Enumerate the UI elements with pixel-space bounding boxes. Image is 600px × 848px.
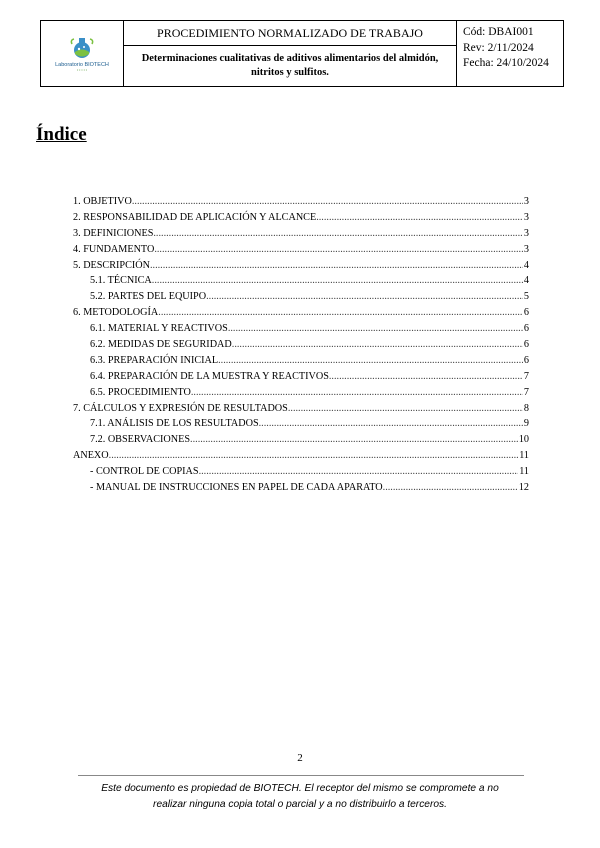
footer-divider bbox=[78, 775, 524, 776]
logo bbox=[41, 21, 124, 86]
toc-leader bbox=[150, 260, 523, 271]
toc-leader bbox=[109, 450, 519, 461]
header-title-cell bbox=[124, 21, 457, 86]
toc-entry-page: 6 bbox=[523, 307, 529, 319]
toc-subentry[interactable] bbox=[73, 466, 529, 482]
toc-entry-page: 5 bbox=[523, 291, 529, 303]
toc-entry-label: 1. OBJETIVO bbox=[73, 196, 132, 207]
toc-entry-label: 3. DEFINICIONES bbox=[73, 227, 154, 239]
logo-name: Laboratorio BIOTECH bbox=[55, 61, 109, 68]
toc-entry-page: 12 bbox=[518, 482, 529, 494]
toc-entry-label: 7.2. OBSERVACIONES bbox=[90, 434, 191, 446]
footer-line-1: Este documento es propiedad de BIOTECH. El receptor del mismo se compromete a no bbox=[101, 783, 499, 794]
toc-subentry[interactable] bbox=[73, 482, 529, 498]
toc-leader bbox=[152, 275, 523, 286]
document-header bbox=[40, 20, 564, 87]
logo-subtitle: • • • • • bbox=[76, 67, 88, 72]
toc-entry-label: 7. CÁLCULOS Y EXPRESIÓN DE RESULTADOS bbox=[73, 402, 288, 414]
index-title: Índice bbox=[36, 124, 87, 145]
toc-entry-page: 9 bbox=[523, 418, 529, 430]
toc-entry-page: 7 bbox=[523, 386, 529, 398]
toc-entry-label: 5.1. TÉCNICA bbox=[90, 275, 152, 287]
document-title: Determinaciones cualitativas de aditivos alimentarios del almidón, nitritos y sulfitos. bbox=[141, 53, 439, 78]
toc-entry-label: 6. METODOLOGÍA bbox=[73, 307, 159, 319]
toc-entry-page: 6 bbox=[523, 354, 529, 366]
toc-leader bbox=[259, 418, 523, 429]
toc-leader bbox=[206, 291, 523, 302]
toc-subentry[interactable] bbox=[73, 323, 529, 339]
toc-entry-label: 4. FUNDAMENTO bbox=[73, 243, 155, 255]
flask-logo-icon bbox=[69, 36, 95, 60]
toc-leader bbox=[154, 244, 523, 255]
toc-entry-label: 5. DESCRIPCIÓN bbox=[73, 259, 150, 271]
toc-subentry[interactable] bbox=[73, 418, 529, 434]
toc-entry-label: 5.2. PARTES DEL EQUIPO bbox=[90, 291, 207, 303]
toc-entry-label: 7.1. ANÁLISIS DE LOS RESULTADOS bbox=[90, 418, 259, 430]
document-code: Cód: DBAI001 bbox=[463, 26, 534, 38]
toc-entry[interactable] bbox=[73, 260, 529, 276]
footer-line-2: realizar ninguna copia total o parcial y a no distribuirlo a terceros. bbox=[153, 799, 447, 810]
footer-disclaimer bbox=[60, 781, 540, 813]
toc-subentry[interactable] bbox=[73, 339, 529, 355]
toc-leader bbox=[383, 482, 518, 493]
toc-entry-page: 6 bbox=[523, 323, 529, 335]
toc-entry-page: 7 bbox=[523, 370, 529, 382]
toc-entry-label: 6.1. MATERIAL Y REACTIVOS bbox=[90, 323, 228, 335]
toc-entry[interactable] bbox=[73, 244, 529, 260]
document-date: Fecha: 24/10/2024 bbox=[463, 57, 549, 69]
toc-entry-page: 4 bbox=[523, 275, 529, 287]
toc-entry-page: 3 bbox=[523, 227, 529, 239]
toc-entry-label: 6.2. MEDIDAS DE SEGURIDAD bbox=[90, 339, 232, 351]
toc-subentry[interactable] bbox=[73, 371, 529, 387]
toc-entry[interactable] bbox=[73, 228, 529, 244]
toc-entry-label: ANEXO bbox=[73, 450, 109, 462]
toc-leader bbox=[232, 339, 523, 350]
toc-entry[interactable] bbox=[73, 403, 529, 419]
toc-subentry[interactable] bbox=[73, 387, 529, 403]
toc-entry-label: 6.4. PREPARACIÓN DE LA MUESTRA Y REACTIVOS bbox=[90, 370, 329, 382]
toc-leader bbox=[218, 355, 523, 366]
toc-entry-page: 3 bbox=[523, 196, 529, 207]
toc-entry[interactable] bbox=[73, 450, 529, 466]
toc-leader bbox=[191, 387, 523, 398]
toc-leader bbox=[158, 307, 523, 318]
toc-entry-page: 11 bbox=[519, 466, 529, 478]
toc-subentry[interactable] bbox=[73, 291, 529, 307]
procedure-title: PROCEDIMIENTO NORMALIZADO DE TRABAJO bbox=[124, 21, 456, 46]
toc-leader bbox=[288, 403, 523, 414]
toc-entry-page: 11 bbox=[519, 450, 529, 462]
table-of-contents bbox=[73, 196, 529, 498]
toc-leader bbox=[228, 323, 523, 334]
toc-entry-page: 3 bbox=[523, 243, 529, 255]
toc-entry-page: 4 bbox=[523, 259, 529, 271]
toc-leader bbox=[199, 466, 519, 477]
toc-entry-page: 6 bbox=[523, 339, 529, 351]
toc-entry-label: - MANUAL DE INSTRUCCIONES EN PAPEL DE CADA APARATO bbox=[90, 482, 383, 494]
document-metadata bbox=[457, 21, 563, 86]
toc-leader bbox=[190, 434, 518, 445]
toc-entry-page: 3 bbox=[523, 211, 529, 223]
toc-entry-label: 6.3. PREPARACIÓN INICIAL bbox=[90, 354, 219, 366]
toc-leader bbox=[132, 196, 523, 207]
toc-subentry[interactable] bbox=[73, 355, 529, 371]
toc-entry[interactable] bbox=[73, 212, 529, 228]
toc-subentry[interactable] bbox=[73, 275, 529, 291]
toc-leader bbox=[153, 228, 523, 239]
toc-entry[interactable] bbox=[73, 307, 529, 323]
document-revision: Rev: 2/11/2024 bbox=[463, 41, 534, 54]
toc-leader bbox=[316, 212, 523, 223]
toc-entry-label: 2. RESPONSABILIDAD DE APLICACIÓN Y ALCANCE bbox=[73, 211, 317, 223]
toc-subentry[interactable] bbox=[73, 434, 529, 450]
toc-entry[interactable] bbox=[73, 196, 529, 212]
toc-entry-label: 6.5. PROCEDIMIENTO bbox=[90, 386, 191, 398]
toc-entry-label: - CONTROL DE COPIAS bbox=[90, 466, 199, 478]
toc-entry-page: 10 bbox=[518, 434, 529, 446]
toc-entry-page: 8 bbox=[523, 402, 529, 414]
toc-leader bbox=[329, 371, 523, 382]
page-number: 2 bbox=[297, 752, 303, 764]
